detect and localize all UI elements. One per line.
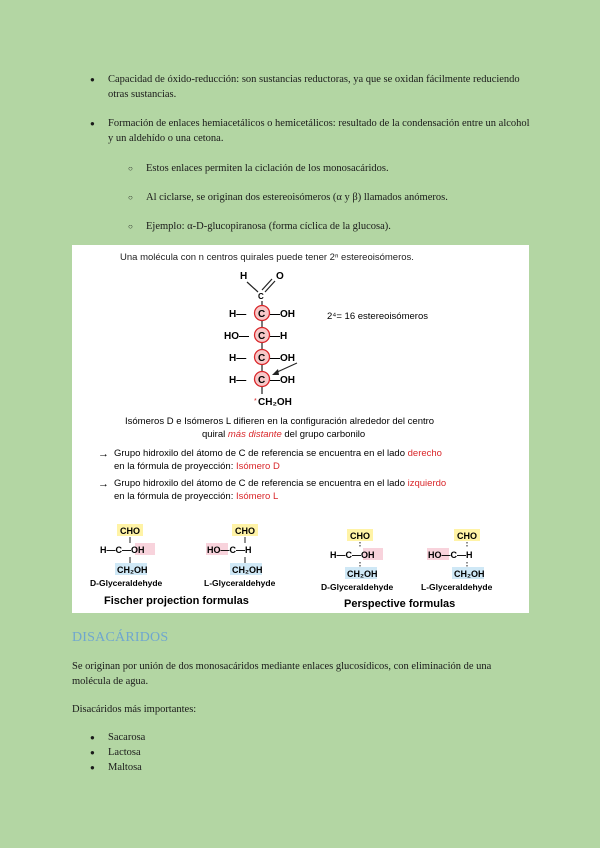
substituent-left: HO— (224, 331, 249, 342)
l-isomer-statement-line-1: Grupo hidroxilo del átomo de C de referencia se encuentra en el lado izquierdo (114, 478, 447, 489)
atom-c: C (258, 353, 266, 364)
isomer-description-line-2: quiral más distante del grupo carbonilo (202, 429, 366, 440)
atom-c: C (258, 375, 266, 386)
list-item: ● Sacarosa (90, 730, 145, 745)
atom-c: C (258, 292, 264, 301)
d-isomer-statement-line-2: en la fórmula de proyección: Isómero D (114, 461, 280, 472)
cho-label: CHO (457, 531, 477, 541)
ch2oh-label: CH₂OH (232, 565, 263, 575)
arrow-icon: → (98, 478, 109, 490)
substituent-left: H— (229, 375, 247, 386)
arrow-icon: → (98, 448, 109, 460)
pointer-arrowhead (272, 369, 279, 375)
atom-h: H (240, 271, 248, 282)
stereoisomer-figure (72, 245, 529, 613)
d-glyceraldehyde-label: D-Glyceraldehyde (90, 578, 163, 588)
property-list (90, 72, 530, 146)
list-item: ○ Ejemplo: α-D-glucopiranosa (forma cíclica de la glucosa). (128, 219, 528, 248)
disaccharide-intro: Disacáridos más importantes: (72, 704, 197, 715)
ch2oh-label: CH₂OH (347, 569, 378, 579)
hemiacetal-sublist (128, 161, 528, 248)
list-item: ● Formación de enlaces hemiacetálicos o hemicetálicos: resultado de la condensación entre un alcohol y un aldehído o una cetona. (90, 116, 530, 146)
list-item: ● Capacidad de óxido-reducción: son sustancias reductoras, ya que se oxidan fácilmente reduciendo otras sustancias. (90, 72, 530, 102)
ch2oh-label: CH₂OH (454, 569, 485, 579)
fischer-d-center: H—C—OH (100, 545, 145, 555)
atom-c: C (258, 331, 266, 342)
d-isomer-statement-line-1: Grupo hidroxilo del átomo de C de referencia se encuentra en el lado derecho (114, 448, 442, 459)
cho-label: CHO (350, 531, 370, 541)
list-item: ● Lactosa (90, 745, 145, 760)
substituent-right: —OH (270, 375, 295, 386)
list-item: ○ Estos enlaces permiten la ciclación de los monosacáridos. (128, 161, 528, 190)
fischer-caption: Fischer projection formulas (104, 595, 249, 607)
perspective-d-center: H—C—OH (330, 550, 375, 560)
cho-label: CHO (235, 526, 255, 536)
bond-line (247, 282, 258, 292)
bond-line (265, 281, 275, 292)
stereoisomer-count: 2⁴= 16 estereoisómeros (327, 311, 428, 322)
disaccharide-list (90, 730, 145, 775)
bond-line (262, 279, 272, 290)
atom-c: C (258, 309, 266, 320)
substituent-right: —H (270, 331, 288, 342)
perspective-caption: Perspective formulas (344, 598, 456, 610)
l-isomer-statement-line-2: en la fórmula de proyección: Isómero L (114, 491, 279, 502)
fischer-l-center: HO—C—H (207, 545, 252, 555)
l-glyceraldehyde-label: L-Glyceraldehyde (204, 578, 276, 588)
disaccharide-definition: Se originan por unión de dos monosacáridos mediante enlaces glucosídicos, con eliminación de una molécula de agua. (72, 661, 492, 687)
terminal-ch2oh: CH₂OH (258, 397, 292, 408)
atom-o: O (276, 271, 284, 282)
substituent-right: —OH (270, 309, 295, 320)
section-heading: DISACÁRIDOS (72, 630, 169, 645)
ch2oh-label: CH₂OH (117, 565, 148, 575)
list-item: ● Maltosa (90, 760, 145, 775)
substituent-right: —OH (270, 353, 295, 364)
figure-svg (72, 245, 529, 613)
perspective-l-center: HO—C—H (428, 550, 473, 560)
figure-title: Una molécula con n centros quirales puede tener 2ⁿ estereoisómeros. (120, 252, 414, 263)
list-item: ○ Al ciclarse, se originan dos estereoisómeros (α y β) llamados anómeros. (128, 190, 528, 219)
reference-star: * (254, 398, 257, 405)
l-glyceraldehyde-label: L-Glyceraldehyde (421, 582, 493, 592)
d-glyceraldehyde-label: D-Glyceraldehyde (321, 582, 394, 592)
substituent-left: H— (229, 309, 247, 320)
cho-label: CHO (120, 526, 140, 536)
substituent-left: H— (229, 353, 247, 364)
isomer-description-line-1: Isómeros D e Isómeros L difieren en la configuración alrededor del centro (125, 416, 435, 427)
